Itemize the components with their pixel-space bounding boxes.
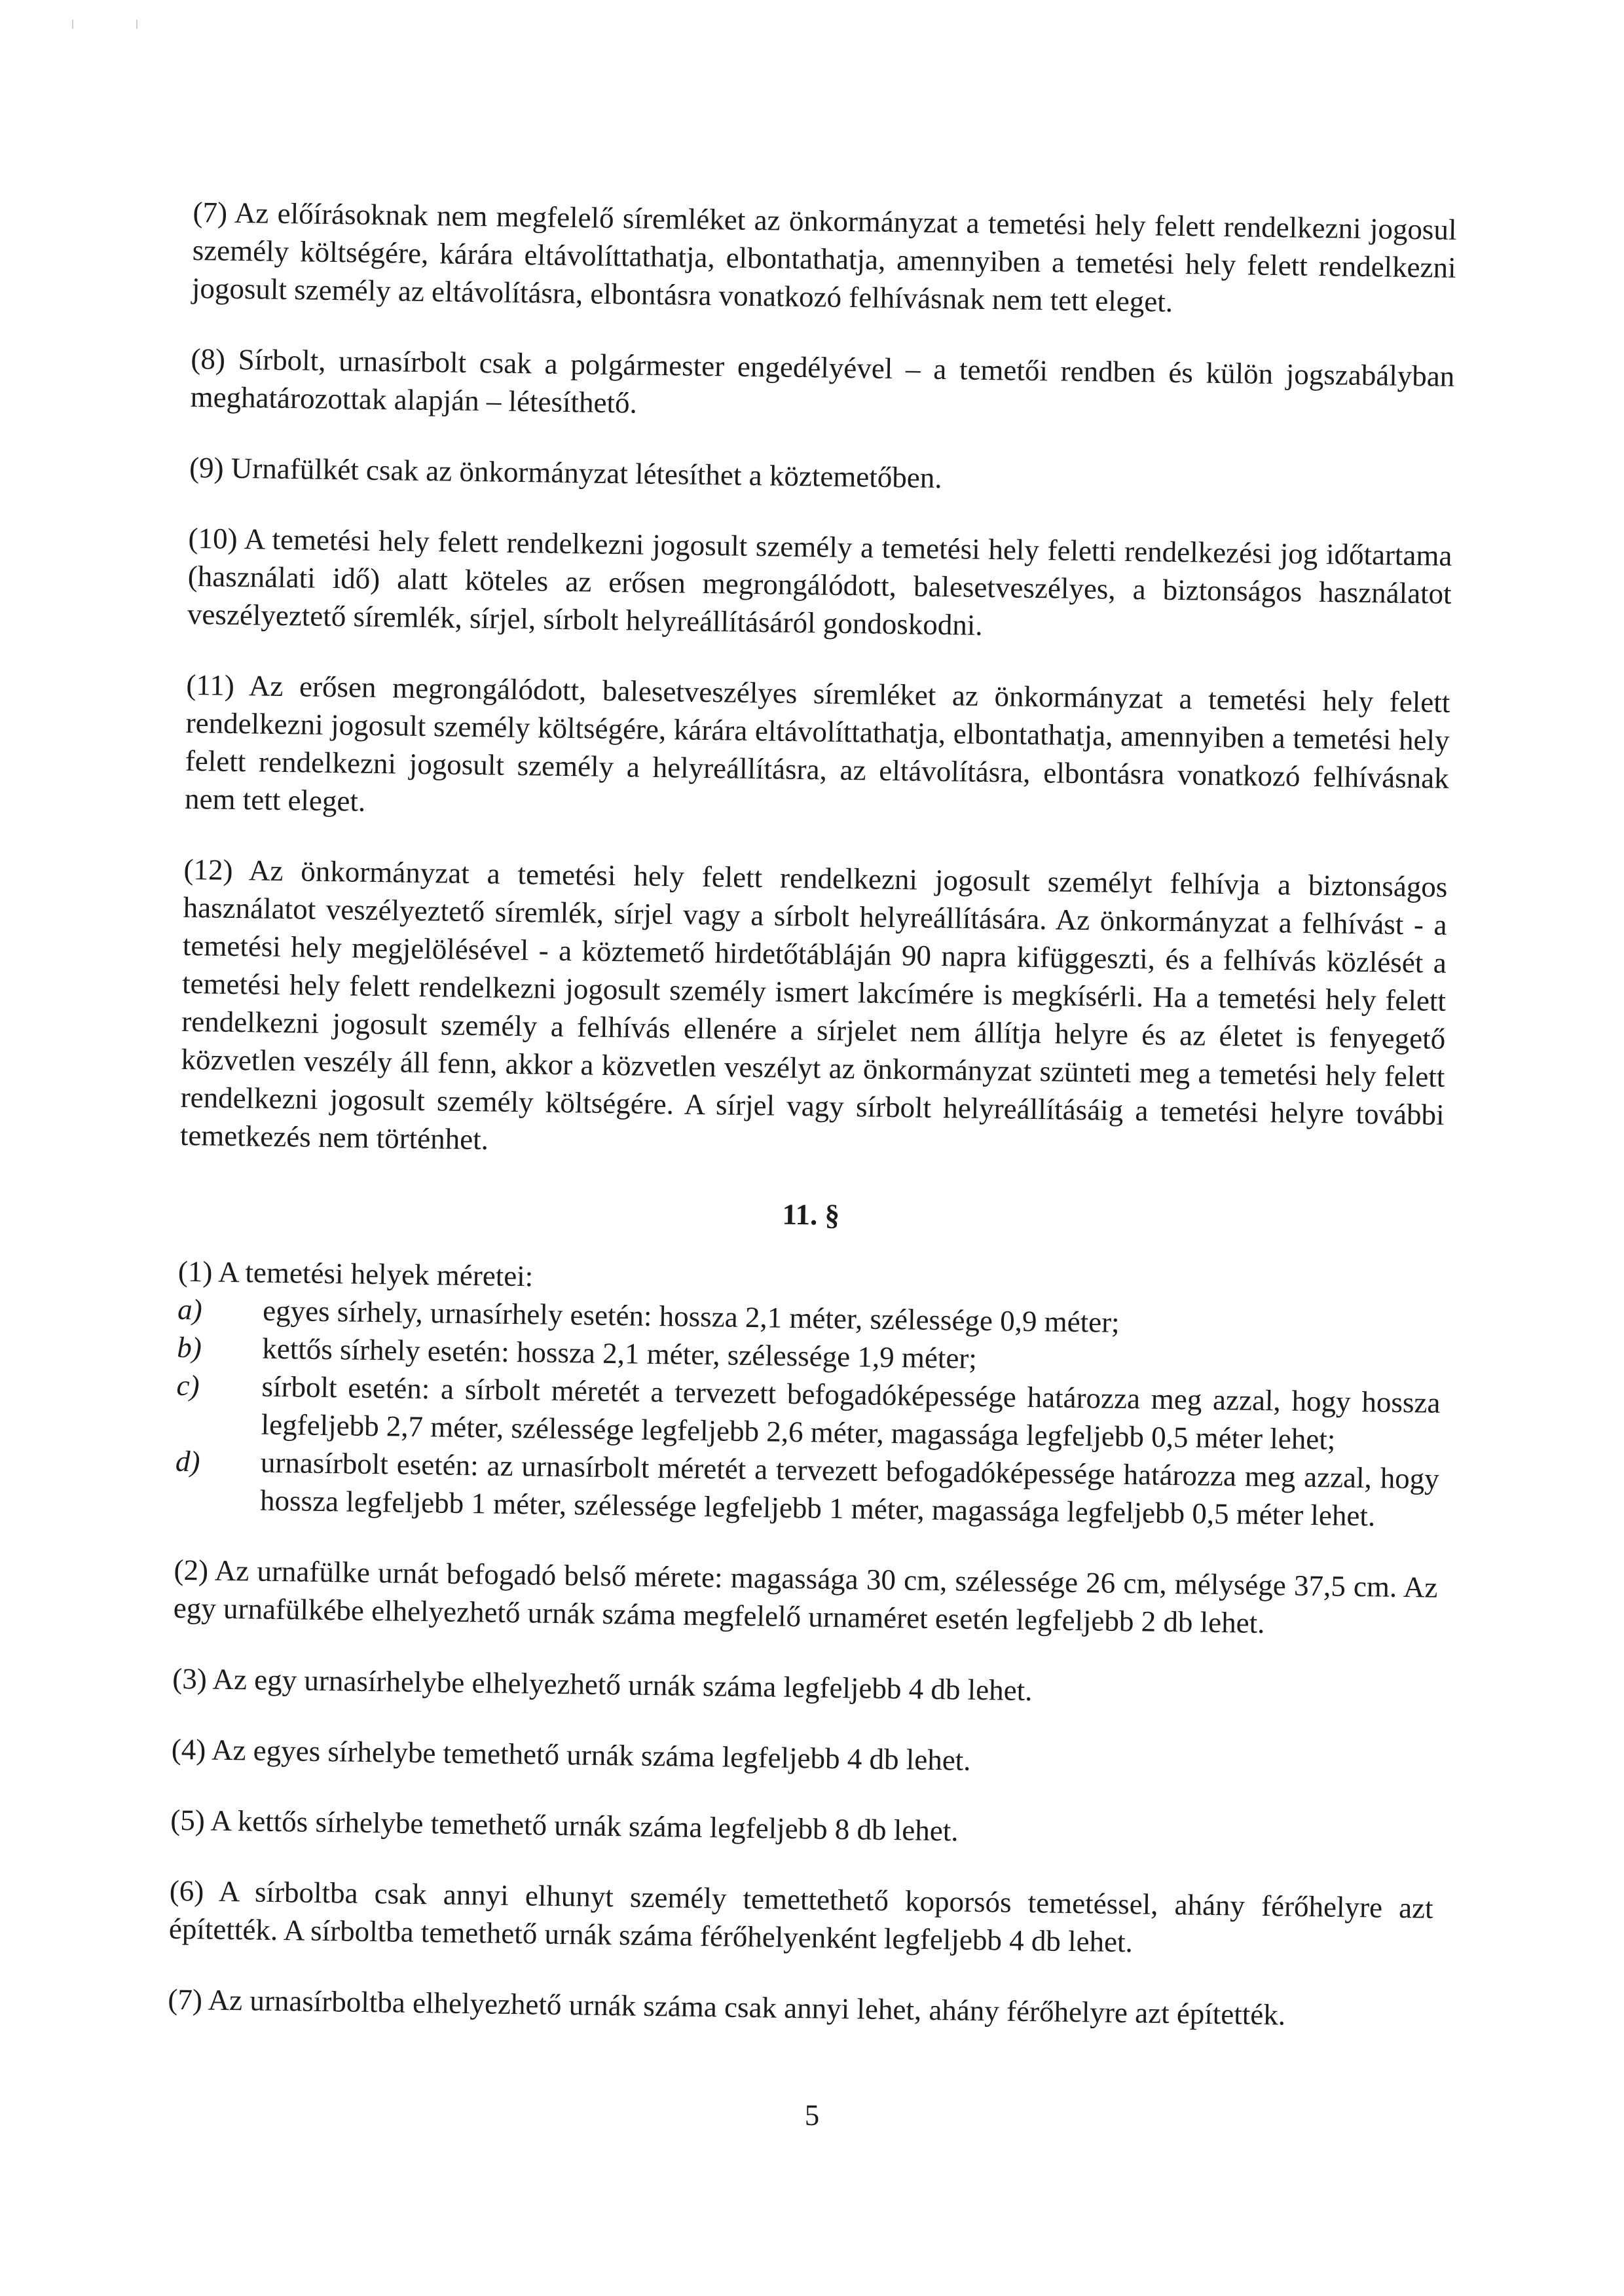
- list-marker: a): [177, 1292, 203, 1326]
- paragraph-s11-4: (4) Az egyes sírhelybe temethető urnák száma legfeljebb 4 db lehet.: [171, 1732, 971, 1777]
- list-item-text: urnasírbolt esetén: az urnasírbolt méretét a tervezett befogadóképessége határozza meg azzal, hogy hossza legfeljebb 1 méter, szélessége legfeljebb 1 méter, magassága legfeljebb 0,5 méter lehet.: [259, 1446, 1440, 1533]
- paragraph-s11-3: (3) Az egy urnasírhelybe elhelyezhető urnák száma legfeljebb 4 db lehet.: [172, 1662, 1033, 1707]
- section-heading: 11. §: [782, 1197, 840, 1231]
- paragraph-8: (8) Sírbolt, urnasírbolt csak a polgármester engedélyével – a temetői rendben és külön jogszabályban meghatározottak alapján – létesíthető.: [190, 342, 1455, 420]
- paragraph-12: (12) Az önkormányzat a temetési hely felett rendelkezni jogosult személyt felhívja a biztonságos használatot veszélyeztető síremlék, sírjel vagy a sírbolt helyreállítására. Az önkormányzat a felhívást - a temetési hely megjelölésével - a köztemető hirdetőtábláján 90 napra kifüggeszti, és a felhívás közlését a temetési hely felett rendelkezni jogosult személy ismert lakcímére is megkísérli. Ha a temetési hely felett rendelkezni jogosult személy a felhívás ellenére a sírjelet nem állítja helyre és az életet is fenyegető közvetlen veszély áll fenn, akkor a közvetlen veszélyt az önkormányzat szünteti meg a temetési hely felett rendelkezni jogosult személy költségére. A sírjel vagy sírbolt helyreállításáig a temetési helyre további temetkezés nem történhet.: [179, 852, 1448, 1156]
- dimension-list: [175, 1290, 1442, 1536]
- paragraph-10: (10) A temetési hely felett rendelkezni jogosult személy a temetési hely feletti rendelkezési jog időtartama (használati idő) alatt köteles az erősen megrongálódott, balesetveszélyes, a biztonságos használatot veszélyeztető síremlék, sírjel, sírbolt helyreállításáról gondoskodni.: [187, 521, 1452, 642]
- list-item-text: egyes sírhely, urnasírhely esetén: hossza 2,1 méter, szélessége 0,9 méter;: [262, 1294, 1120, 1339]
- list-item-text: kettős sírhely esetén: hossza 2,1 méter, szélessége 1,9 méter;: [262, 1332, 978, 1375]
- scan-mark: [136, 20, 138, 29]
- paragraph-11: (11) Az erősen megrongálódott, balesetveszélyes síremléket az önkormányzat a temetési hely felett rendelkezni jogosult személy költségére, kárára eltávolíttathatja, elbontathatja, amennyiben a temetési hely felett rendelkezni jogosult személy a helyreállításra, az eltávolításra, elbontásra vonatkozó felhívásnak nem tett eleget.: [184, 668, 1450, 818]
- document-body: [167, 193, 1456, 2069]
- list-intro: (1) A temetési helyek méretei:: [177, 1254, 534, 1293]
- paragraph-s11-7: (7) Az urnasírboltba elhelyezhető urnák száma csak annyi lehet, ahány férőhelyre azt építették.: [168, 1982, 1286, 2032]
- page-number: 5: [804, 2099, 820, 2132]
- paragraph-s11-5: (5) A kettős sírhelybe temethető urnák száma legfeljebb 8 db lehet.: [170, 1803, 959, 1848]
- paragraph-9: (9) Urnafülkét csak az önkormányzat létesíthet a köztemetőben.: [189, 450, 942, 495]
- list-marker: b): [177, 1330, 202, 1364]
- list-marker: d): [175, 1444, 200, 1478]
- paragraph-s11-2: (2) Az urnafülke urnát befogadó belső mérete: magassága 30 cm, szélessége 26 cm, mélysége 37,5 cm. Az egy urnafülkébe elhelyezhető urnák száma megfelelő urnaméret esetén legfeljebb 2 db lehet.: [173, 1553, 1438, 1640]
- paragraph-s11-6: (6) A sírboltba csak annyi elhunyt személy temettethető koporsós temetéssel, ahány férőhelyre azt építették. A sírboltba temethető urnák száma férőhelyenként legfeljebb 4 db lehet.: [168, 1874, 1433, 1959]
- scan-mark: [72, 20, 73, 29]
- paragraph-7: (7) Az előírásoknak nem megfelelő síremléket az önkormányzat a temetési hely felett rendelkezni jogosul személy költségére, kárára eltávolíttathatja, elbontathatja, amennyiben a temetési hely felett rendelkezni jogosult személy az eltávolításra, elbontásra vonatkozó felhívásnak nem tett eleget.: [191, 195, 1457, 318]
- list-marker: c): [176, 1368, 200, 1402]
- list-item-text: sírbolt esetén: a sírbolt méretét a tervezett befogadóképessége határozza meg azzal, hogy hossza legfeljebb 2,7 méter, szélessége legfeljebb 2,6 méter, magassága legfeljebb 0,5 méter lehet;: [261, 1370, 1441, 1456]
